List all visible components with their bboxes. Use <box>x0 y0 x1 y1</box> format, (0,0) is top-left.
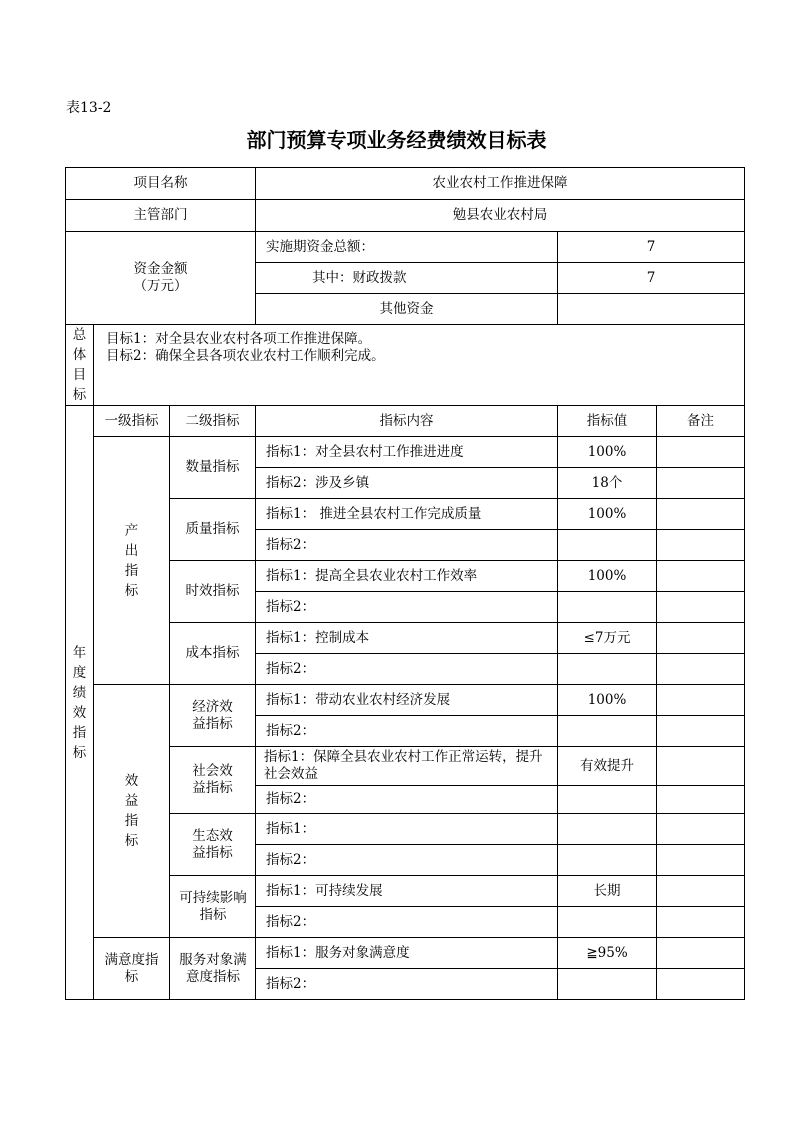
project-row <box>66 168 745 200</box>
project-value: 农业农村工作推进保障 <box>256 168 745 200</box>
performance-table <box>65 167 745 1000</box>
indicator-value: 100% <box>558 685 657 716</box>
indicator-value: 长期 <box>558 876 657 907</box>
indicator-remark <box>657 786 745 814</box>
indicator-remark <box>657 938 745 969</box>
overall-goal-1: 目标1：对全县农业农村各项工作推进保障。 <box>106 331 372 347</box>
indicator-value <box>558 907 657 938</box>
annual-indicator-label: 年 度 绩 效 指 标 <box>66 406 94 1000</box>
indicator-content: 指标2：涉及乡镇 <box>256 468 558 499</box>
indicator-value <box>558 716 657 747</box>
indicator-remark <box>657 561 745 592</box>
doc-label: 表13-2 <box>66 100 112 116</box>
social-indicator-label: 社会效益指标 <box>170 747 256 814</box>
quality-indicator-label: 质量指标 <box>170 499 256 561</box>
indicator-remark <box>657 654 745 685</box>
cost-indicator-label: 成本指标 <box>170 623 256 685</box>
indicator-remark <box>657 814 745 845</box>
indicator-content: 指标1：可持续发展 <box>256 876 558 907</box>
indicator-remark <box>657 876 745 907</box>
ecological-indicator-label: 生态效益指标 <box>170 814 256 876</box>
dept-label: 主管部门 <box>66 200 256 232</box>
funds-total-label: 实施期资金总额： <box>256 232 558 263</box>
table-row <box>66 938 745 969</box>
indicator-content: 指标2： <box>256 592 558 623</box>
indicator-value: ≤7万元 <box>558 623 657 654</box>
indicator-value <box>558 814 657 845</box>
indicator-remark <box>657 747 745 786</box>
indicator-content: 指标1：保障全县农业农村工作正常运转，提升社会效益 <box>256 747 558 786</box>
header-level1: 一级指标 <box>94 406 170 437</box>
service-satisfaction-label: 服务对象满意度指标 <box>170 938 256 1000</box>
quantity-indicator-label: 数量指标 <box>170 437 256 499</box>
overall-goal-row <box>66 325 745 406</box>
indicator-content: 指标1：带动农业农村经济发展 <box>256 685 558 716</box>
indicator-content: 指标1：服务对象满意度 <box>256 938 558 969</box>
indicator-content: 指标2： <box>256 907 558 938</box>
indicator-content: 指标2： <box>256 786 558 814</box>
indicator-remark <box>657 907 745 938</box>
indicator-value <box>558 530 657 561</box>
funds-label-line1: 资金金额 <box>133 261 188 277</box>
indicator-remark <box>657 530 745 561</box>
indicator-value: 100% <box>558 499 657 530</box>
indicator-value: 100% <box>558 561 657 592</box>
page-title: 部门预算专项业务经费绩效目标表 <box>246 128 547 152</box>
indicator-content: 指标2： <box>256 654 558 685</box>
funds-total-row <box>66 232 745 263</box>
benefit-indicator-label: 效益指标 <box>94 685 170 938</box>
indicator-remark <box>657 468 745 499</box>
dept-value: 勉县农业农村局 <box>256 200 745 232</box>
header-remark: 备注 <box>657 406 745 437</box>
indicator-content: 指标1： 推进全县农村工作完成质量 <box>256 499 558 530</box>
indicator-value <box>558 969 657 1000</box>
indicator-remark <box>657 969 745 1000</box>
indicator-value: ≧95% <box>558 938 657 969</box>
indicator-header-row <box>66 406 745 437</box>
header-value: 指标值 <box>558 406 657 437</box>
table-row <box>66 685 745 716</box>
indicator-value: 18个 <box>558 468 657 499</box>
overall-goal-content <box>94 325 745 406</box>
indicator-content: 指标1： <box>256 814 558 845</box>
economic-indicator-label: 经济效益指标 <box>170 685 256 747</box>
indicator-content: 指标2： <box>256 716 558 747</box>
indicator-value: 有效提升 <box>558 747 657 786</box>
output-indicator-label: 产出指标 <box>94 437 170 685</box>
header-level2: 二级指标 <box>170 406 256 437</box>
indicator-value <box>558 786 657 814</box>
project-label: 项目名称 <box>66 168 256 200</box>
funds-other-value <box>558 294 745 325</box>
funds-label-line2: （万元） <box>133 278 188 294</box>
indicator-value <box>558 592 657 623</box>
funds-total-value: 7 <box>558 232 745 263</box>
indicator-remark <box>657 499 745 530</box>
indicator-remark <box>657 716 745 747</box>
indicator-content: 指标1：对全县农村工作推进进度 <box>256 437 558 468</box>
satisfaction-indicator-label: 满意度指标 <box>94 938 170 1000</box>
timeliness-indicator-label: 时效指标 <box>170 561 256 623</box>
indicator-remark <box>657 592 745 623</box>
indicator-remark <box>657 623 745 654</box>
indicator-value: 100% <box>558 437 657 468</box>
funds-fiscal-label: 其中：财政拨款 <box>256 263 558 294</box>
funds-label <box>66 232 256 325</box>
funds-other-label: 其他资金 <box>256 294 558 325</box>
dept-row <box>66 200 745 232</box>
overall-goal-label: 总 体 目 标 <box>66 325 94 406</box>
table-row <box>66 437 745 468</box>
indicator-content: 指标2： <box>256 530 558 561</box>
indicator-content: 指标1：提高全县农业农村工作效率 <box>256 561 558 592</box>
indicator-remark <box>657 845 745 876</box>
funds-fiscal-value: 7 <box>558 263 745 294</box>
overall-goal-2: 目标2：确保全县各项农业农村工作顺利完成。 <box>106 348 385 364</box>
indicator-remark <box>657 685 745 716</box>
indicator-value <box>558 845 657 876</box>
indicator-remark <box>657 437 745 468</box>
indicator-value <box>558 654 657 685</box>
sustainable-indicator-label: 可持续影响指标 <box>170 876 256 938</box>
header-content: 指标内容 <box>256 406 558 437</box>
indicator-content: 指标2： <box>256 845 558 876</box>
indicator-content: 指标1：控制成本 <box>256 623 558 654</box>
indicator-content: 指标2： <box>256 969 558 1000</box>
